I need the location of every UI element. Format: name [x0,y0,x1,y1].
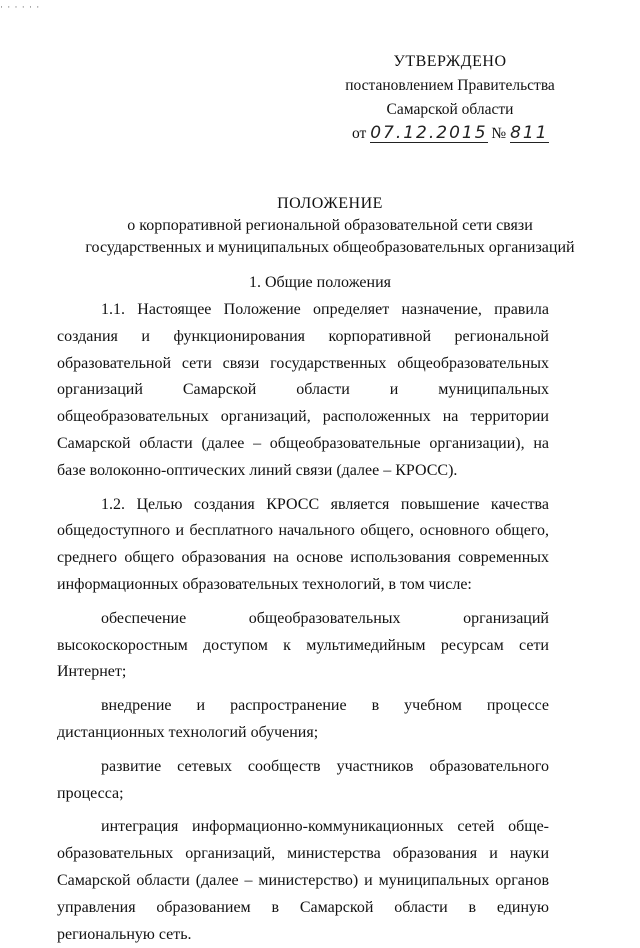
approval-line-1: постановлением Правительства [345,77,555,94]
approval-line-2: Самарской области [386,101,514,118]
handwritten-date: 07.12.2015 [370,123,488,143]
document-title [60,193,600,259]
document-body [57,297,549,948]
approval-heading: УТВЕРЖДЕНО [393,53,507,70]
section-heading: 1. Общие положения [248,274,392,291]
title-subtitle-1: о корпоративной региональной образовательной сети связи [127,217,533,234]
list-item: обеспечение общеобразовательных организаций высокоскоростным доступом к мультимедийным ресурсам сети Интернет; [57,609,549,681]
handwritten-number: 811 [510,123,549,143]
paragraph: 1.1. Настоящее Положение определяет назначение, правила создания и функционирования корпоративной региональной образовательной сети связи государственных общеобразовательных организаций Самарской области и муниципальных общеобразовательных организаций, расположенных на территории Самарской области (далее – общеобразовательные организации), на базе волоконно-оптических линий связи (далее – КРОСС). [57,301,549,479]
approval-block [330,50,570,146]
list-item: развитие сетевых сообществ участников образовательного процесса; [57,757,549,802]
list-item: интеграция информационно-коммуникационных сетей обще-образовательных организаций, министерства образования и науки Самарской области (далее – министерство) и муниципальных органов управления образованием в Самарской области в единую региональную сеть. [57,818,549,943]
scan-mark: · · · · · · [0,2,41,12]
paragraph: 1.2. Целью создания КРОСС является повышение качества общедоступного и бесплатного начального общего, основного общего, среднего общего образования на основе использования современных информационных образовательных технологий, в том числе: [57,495,549,593]
title-main: ПОЛОЖЕНИЕ [277,195,383,212]
date-prefix: от [352,125,367,142]
number-prefix: № [491,125,507,142]
title-subtitle-2: государственных и муниципальных общеобразовательных организаций [85,239,575,256]
list-item: внедрение и распространение в учебном процессе дистанционных технологий обучения; [57,697,549,741]
approval-date-line [330,122,570,146]
